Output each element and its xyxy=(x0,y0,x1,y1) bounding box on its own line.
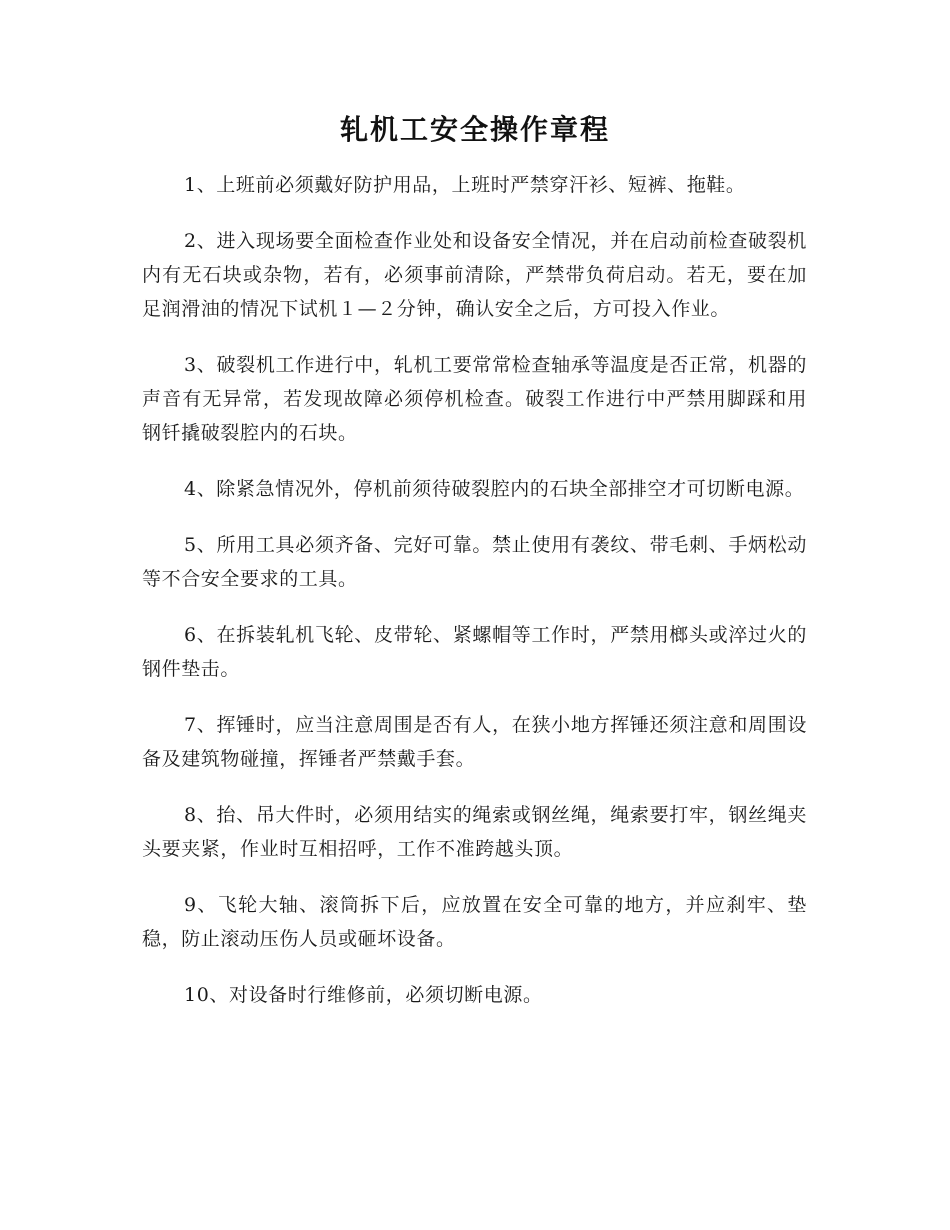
clause-7: 7、挥锤时，应当注意周围是否有人，在狭小地方挥锤还须注意和周围设备及建筑物碰撞，挥锤者严禁戴手套。 xyxy=(142,714,807,770)
document-body xyxy=(142,168,807,1034)
clause-9: 9、飞轮大轴、滚筒拆下后，应放置在安全可靠的地方，并应刹牢、垫稳，防止滚动压伤人员或砸坏设备。 xyxy=(142,894,807,950)
clause-5: 5、所用工具必须齐备、完好可靠。禁止使用有袭纹、带毛刺、手炳松动等不合安全要求的工具。 xyxy=(142,534,807,590)
clause-4: 4、除紧急情况外，停机前须待破裂腔内的石块全部排空才可切断电源。 xyxy=(184,478,805,500)
clause-10: 10、对设备时行维修前，必须切断电源。 xyxy=(184,984,543,1006)
clause-8: 8、抬、吊大件时，必须用结实的绳索或钢丝绳，绳索要打牢，钢丝绳夹头要夹紧，作业时互相招呼，工作不准跨越头顶。 xyxy=(142,804,807,860)
clause-1: 1、上班前必须戴好防护用品，上班时严禁穿汗衫、短裤、拖鞋。 xyxy=(184,174,746,196)
document-title: 轧机工安全操作章程 xyxy=(339,113,610,146)
clause-2: 2、进入现场要全面检查作业处和设备安全情况，并在启动前检查破裂机内有无石块或杂物，若有，必须事前清除，严禁带负荷启动。若无，要在加足润滑油的情况下试机１—２分钟，确认安全之后，方可投入作业。 xyxy=(142,230,807,320)
clause-3: 3、破裂机工作进行中，轧机工要常常检查轴承等温度是否正常，机器的声音有无异常，若发现故障必须停机检查。破裂工作进行中严禁用脚踩和用钢钎撬破裂腔内的石块。 xyxy=(142,354,807,444)
clause-6: 6、在拆装轧机飞轮、皮带轮、紧螺帽等工作时，严禁用榔头或淬过火的钢件垫击。 xyxy=(142,624,807,680)
